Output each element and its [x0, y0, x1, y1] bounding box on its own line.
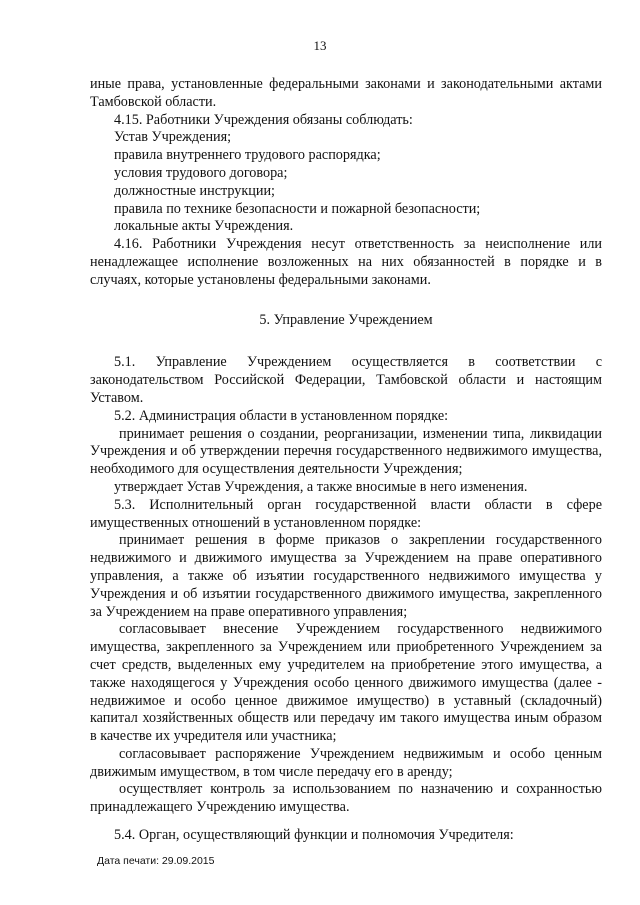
paragraph: должностные инструкции;	[114, 182, 275, 199]
paragraph: согласовывает внесение Учреждением государственного недвижимого имущества, закрепленного за Учреждением или приобретенного Учреждением за счет средств, выделенных ему учредителем на приобретение этого имущества, а также находящегося у Учреждения особо ценного движимого имущества (далее - недвижимое и особо ценное движимое имущество) в уставный (складочный) капитал хозяйственных обществ или передачу им такого имущества иным образом в качестве их учредителя или участника;	[90, 621, 602, 745]
paragraph: 5.4. Орган, осуществляющий функции и полномочия Учредителя:	[114, 827, 514, 844]
paragraph: правила по технике безопасности и пожарной безопасности;	[114, 200, 481, 217]
print-date-footer: Дата печати: 29.09.2015	[97, 855, 215, 867]
page-number: 13	[313, 38, 327, 53]
paragraph: 5.1. Управление Учреждением осуществляется в соответствии с законодательством Российской Федерации, Тамбовской области и настоящим Уставом.	[90, 354, 602, 406]
paragraph: Устав Учреждения;	[114, 129, 232, 146]
paragraph: 4.16. Работники Учреждения несут ответственность за неисполнение или ненадлежащее исполнение возложенных на них обязанностей в порядке и в случаях, которые установлены федеральными законами.	[90, 236, 602, 288]
paragraph: 5.2. Администрация области в установленном порядке:	[114, 407, 449, 424]
paragraph: согласовывает распоряжение Учреждением недвижимым и особо ценным движимым имуществом, в том числе передачу его в аренду;	[90, 745, 602, 780]
paragraph: иные права, установленные федеральными законами и законодательными актами Тамбовской области.	[90, 76, 602, 110]
paragraph: утверждает Устав Учреждения, а также вносимые в него изменения.	[114, 478, 528, 495]
paragraph: осуществляет контроль за использованием по назначению и сохранностью принадлежащего Учреждению имущества.	[90, 781, 602, 816]
paragraph: принимает решения в форме приказов о закреплении государственного недвижимого и движимого имущества за Учреждением на праве оперативного управления, а также об изъятии государственного недвижимого имущества у Учреждения и об изъятии государственного движимого имущества, закрепленного за Учреждением на праве оперативного управления;	[90, 532, 602, 620]
paragraph: условия трудового договора;	[114, 164, 288, 181]
paragraph: правила внутреннего трудового распорядка;	[114, 147, 381, 164]
paragraph: 4.15. Работники Учреждения обязаны соблюдать:	[114, 111, 413, 128]
section-heading: 5. Управление Учреждением	[259, 311, 433, 328]
paragraph: принимает решения о создании, реорганизации, изменении типа, ликвидации Учреждения и об утверждении перечня государственного недвижимого имущества, необходимого для осуществления деятельности Учреждения;	[90, 425, 602, 478]
paragraph: локальные акты Учреждения.	[114, 218, 294, 235]
paragraph: 5.3. Исполнительный орган государственной власти области в сфере имущественных отношений в установленном порядке:	[90, 496, 602, 531]
document-body	[90, 76, 602, 845]
